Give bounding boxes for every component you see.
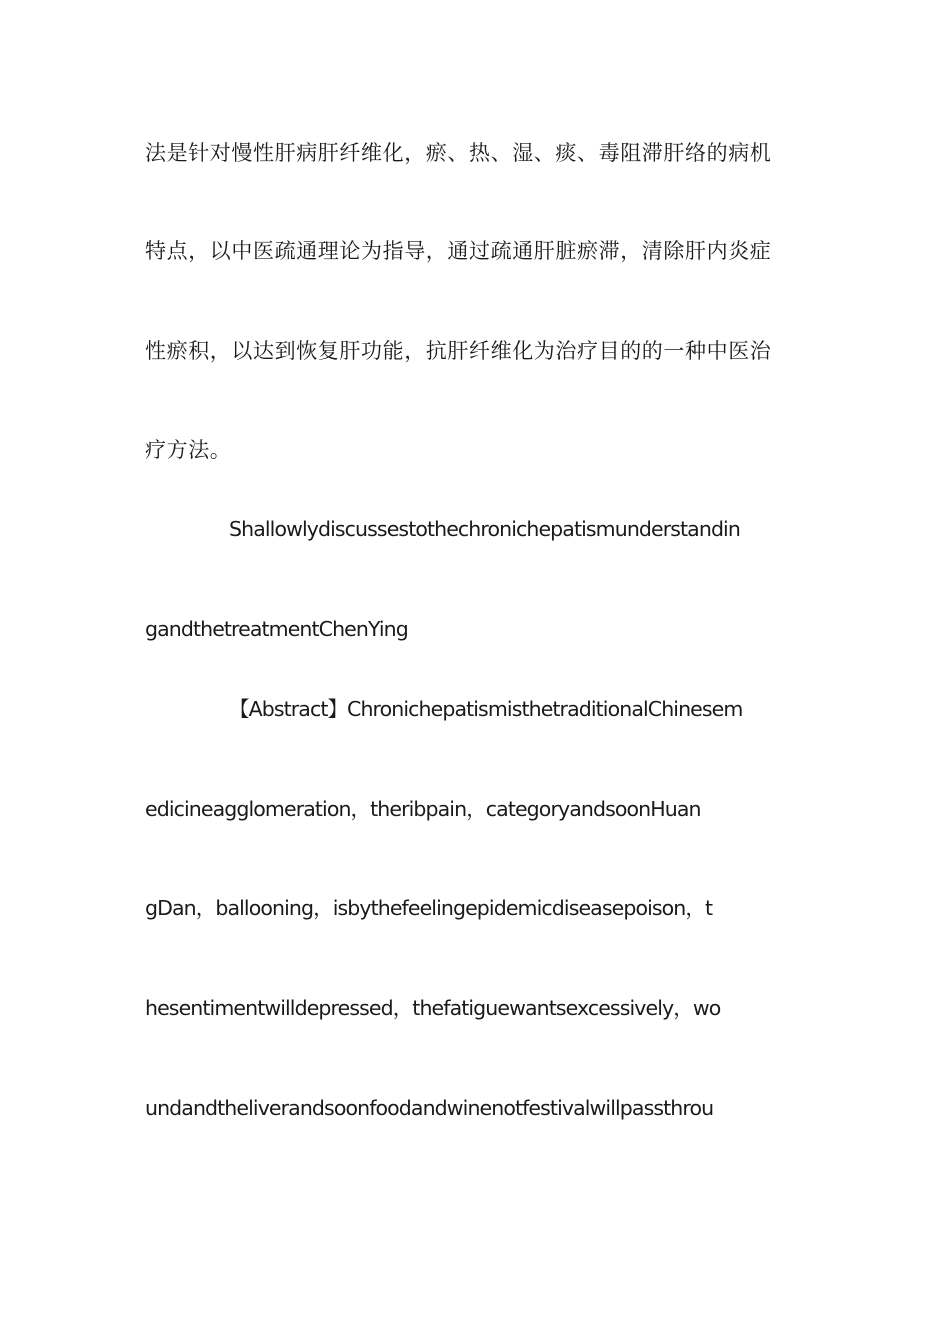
abstract-line-3: gDan，ballooning，isbythefeelingepidemicdiseasepoison，t: [145, 896, 713, 920]
english-title-line-2: gandthetreatmentChenYing: [145, 617, 408, 641]
chinese-text-line-1: 法是针对慢性肝病肝纤维化，瘀、热、湿、痰、毒阻滞肝络的病机: [145, 141, 772, 165]
abstract-line-5: undandtheliverandsoonfoodandwinenotfestivalwillpassthrou: [145, 1096, 714, 1120]
chinese-text-line-3: 性瘀积，以达到恢复肝功能，抗肝纤维化为治疗目的的一种中医治: [145, 339, 772, 363]
abstract-line-4: hesentimentwilldepressed，thefatiguewantsexcessively，wo: [145, 996, 721, 1020]
chinese-text-line-4: 疗方法。: [145, 438, 232, 462]
english-title-line-1: Shallowlydiscussestothechronichepatismunderstandin: [229, 517, 740, 541]
chinese-text-line-2: 特点，以中医疏通理论为指导，通过疏通肝脏瘀滞，清除肝内炎症: [145, 239, 772, 263]
abstract-line-1: 【Abstract】ChronichepatismisthetraditionalChinesem: [229, 697, 743, 721]
abstract-line-2: edicineagglomeration，theribpain，categoryandsoonHuan: [145, 797, 701, 821]
